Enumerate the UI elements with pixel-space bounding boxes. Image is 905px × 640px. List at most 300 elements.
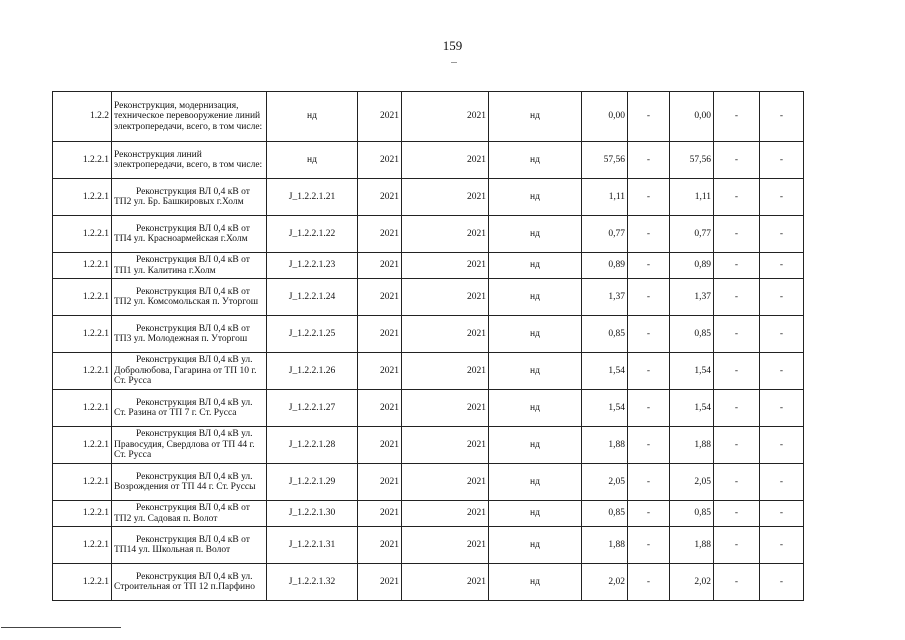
value-cell: [582, 316, 628, 353]
row-number-text: 1.2.2.1: [82, 576, 109, 587]
project-code: [267, 316, 358, 353]
investment-table: [52, 91, 804, 601]
project-code: [267, 279, 358, 316]
dash-cell-text: -: [734, 576, 739, 587]
nd-value: [489, 390, 582, 427]
project-code-text: J_1.2.2.1.23: [288, 260, 336, 271]
end-year-text: 2021: [467, 154, 486, 165]
nd-value-text: нд: [530, 291, 540, 302]
value-cell-text: 1,88: [694, 539, 711, 550]
end-year-text: 2021: [467, 508, 486, 519]
row-number: [53, 92, 112, 142]
dash-cell: [760, 253, 804, 279]
dash-cell: [760, 142, 804, 179]
value-cell-text: 57,56: [689, 154, 711, 165]
nd-value-text: нд: [530, 191, 540, 202]
project-code-text: J_1.2.2.1.30: [288, 508, 336, 519]
row-name-text: Реконструкция ВЛ 0,4 кВ ул. Ст. Разина от ТП 7 г. Ст. Русса: [114, 397, 253, 418]
dash-cell: [760, 427, 804, 464]
start-year-text: 2021: [380, 111, 399, 122]
dash-cell: [760, 527, 804, 564]
value-cell-text: 1,88: [608, 539, 625, 550]
value-cell: [582, 501, 628, 527]
end-year: [402, 353, 489, 390]
dash-cell: [628, 316, 670, 353]
start-year: [358, 216, 402, 253]
value-cell: [582, 527, 628, 564]
nd-value-text: нд: [530, 365, 540, 376]
project-code: [267, 427, 358, 464]
start-year-text: 2021: [380, 291, 399, 302]
value-cell: [670, 253, 714, 279]
start-year: [358, 464, 402, 501]
nd-value-text: нд: [530, 576, 540, 587]
value-cell: [582, 390, 628, 427]
row-number-text: 1.2.2.1: [82, 154, 109, 165]
end-year-text: 2021: [467, 291, 486, 302]
nd-value-text: нд: [530, 260, 540, 271]
table-row: [53, 427, 804, 464]
dash-cell: [714, 216, 760, 253]
value-cell: [582, 427, 628, 464]
value-cell-text: 1,11: [694, 191, 711, 202]
start-year: [358, 390, 402, 427]
project-code-text: нд: [307, 154, 317, 165]
value-cell: [670, 179, 714, 216]
row-name: [112, 464, 267, 501]
row-number: [53, 501, 112, 527]
table-row: [53, 216, 804, 253]
project-code-text: J_1.2.2.1.28: [288, 439, 336, 450]
dash-cell: [760, 390, 804, 427]
table-body: [53, 92, 804, 601]
end-year: [402, 501, 489, 527]
row-number-text: 1.2.2.1: [82, 439, 109, 450]
row-name-text: Реконструкция, модернизация, техническое перевооружение линий электропередачи, всего, в том числе:: [114, 100, 263, 132]
value-cell: [670, 353, 714, 390]
row-number-text: 1.2.2.1: [82, 365, 109, 376]
end-year-text: 2021: [467, 439, 486, 450]
start-year-text: 2021: [380, 154, 399, 165]
project-code-text: J_1.2.2.1.32: [288, 576, 336, 587]
table-row: [53, 527, 804, 564]
project-code: [267, 253, 358, 279]
row-name: [112, 279, 267, 316]
row-name: [112, 179, 267, 216]
table-row: [53, 253, 804, 279]
value-cell: [670, 142, 714, 179]
value-cell: [670, 92, 714, 142]
end-year: [402, 316, 489, 353]
row-number-text: 1.2.2: [90, 111, 109, 122]
end-year: [402, 253, 489, 279]
nd-value-text: нд: [530, 154, 540, 165]
nd-value: [489, 253, 582, 279]
dash-cell-text: -: [779, 191, 784, 202]
row-name: [112, 142, 267, 179]
row-name-text: Реконструкция ВЛ 0,4 кВ от ТП2 ул. Бр. Башкировых г.Холм: [114, 186, 250, 207]
start-year: [358, 253, 402, 279]
project-code-text: J_1.2.2.1.25: [288, 328, 336, 339]
dash-cell: [760, 179, 804, 216]
value-cell-text: 2,05: [608, 476, 625, 487]
dash-cell: [760, 353, 804, 390]
dash-cell-text: -: [734, 154, 739, 165]
dash-cell-text: -: [646, 476, 651, 487]
end-year: [402, 179, 489, 216]
nd-value: [489, 353, 582, 390]
dash-cell: [760, 464, 804, 501]
dash-cell-text: -: [646, 328, 651, 339]
end-year-text: 2021: [467, 260, 486, 271]
dash-cell-text: -: [734, 508, 739, 519]
dash-cell: [714, 92, 760, 142]
row-name-text: Реконструкция ВЛ 0,4 кВ ул. Правосудия, Свердлова от ТП 44 г. Ст. Русса: [114, 429, 255, 461]
dash-cell-text: -: [779, 111, 784, 122]
table-row: [53, 390, 804, 427]
row-number: [53, 279, 112, 316]
row-name: [112, 92, 267, 142]
dash-cell-text: -: [734, 365, 739, 376]
project-code: [267, 179, 358, 216]
value-cell: [670, 216, 714, 253]
start-year-text: 2021: [380, 439, 399, 450]
dash-cell-text: -: [734, 328, 739, 339]
value-cell-text: 1,54: [608, 365, 625, 376]
row-name-text: Реконструкция ВЛ 0,4 кВ ул. Строительная от ТП 12 п.Парфино: [114, 571, 255, 592]
dash-cell-text: -: [734, 228, 739, 239]
dash-cell: [628, 427, 670, 464]
start-year-text: 2021: [380, 539, 399, 550]
dash-cell: [714, 527, 760, 564]
dash-cell-text: -: [646, 508, 651, 519]
dash-cell-text: -: [779, 539, 784, 550]
row-name: [112, 316, 267, 353]
row-number-text: 1.2.2.1: [82, 539, 109, 550]
end-year: [402, 216, 489, 253]
row-name: [112, 564, 267, 601]
dash-cell: [628, 253, 670, 279]
project-code-text: J_1.2.2.1.29: [288, 476, 336, 487]
nd-value-text: нд: [530, 476, 540, 487]
dash-cell: [628, 142, 670, 179]
start-year: [358, 564, 402, 601]
value-cell: [670, 279, 714, 316]
row-name-text: Реконструкция ВЛ 0,4 кВ от ТП2 ул. Комсомольская п. Уторгош: [114, 286, 259, 307]
value-cell: [582, 279, 628, 316]
start-year-text: 2021: [380, 476, 399, 487]
project-code: [267, 501, 358, 527]
end-year: [402, 564, 489, 601]
start-year: [358, 527, 402, 564]
row-name: [112, 216, 267, 253]
table-row: [53, 353, 804, 390]
dash-cell-text: -: [734, 439, 739, 450]
value-cell-text: 0,77: [608, 228, 625, 239]
dash-cell: [714, 464, 760, 501]
footnote-divider: [1, 627, 121, 628]
project-code-text: J_1.2.2.1.22: [288, 228, 336, 239]
dash-cell-text: -: [734, 402, 739, 413]
value-cell-text: 2,05: [694, 476, 711, 487]
value-cell: [582, 564, 628, 601]
nd-value-text: нд: [530, 111, 540, 122]
row-number: [53, 564, 112, 601]
row-name-text: Реконструкция ВЛ 0,4 кВ от ТП1 ул. Калитина г.Холм: [114, 255, 250, 276]
row-number-text: 1.2.2.1: [82, 191, 109, 202]
value-cell-text: 1,54: [694, 365, 711, 376]
value-cell-text: 0,89: [694, 260, 711, 271]
value-cell-text: 0,85: [608, 508, 625, 519]
row-name: [112, 353, 267, 390]
end-year-text: 2021: [467, 228, 486, 239]
dash-cell-text: -: [646, 154, 651, 165]
end-year-text: 2021: [467, 539, 486, 550]
dash-cell: [628, 390, 670, 427]
dash-cell: [628, 527, 670, 564]
dash-cell-text: -: [734, 539, 739, 550]
value-cell-text: 1,54: [608, 402, 625, 413]
dash-cell: [714, 316, 760, 353]
start-year: [358, 179, 402, 216]
table-row: [53, 92, 804, 142]
nd-value: [489, 464, 582, 501]
nd-value: [489, 564, 582, 601]
row-name-text: Реконструкция ВЛ 0,4 кВ ул. Добролюбова, Гагарина от ТП 10 г. Ст. Русса: [114, 355, 257, 387]
dash-cell-text: -: [779, 365, 784, 376]
dash-cell: [714, 427, 760, 464]
row-name: [112, 527, 267, 564]
start-year-text: 2021: [380, 402, 399, 413]
end-year: [402, 142, 489, 179]
value-cell-text: 0,77: [694, 228, 711, 239]
project-code: [267, 464, 358, 501]
start-year-text: 2021: [380, 228, 399, 239]
end-year: [402, 390, 489, 427]
dash-cell: [628, 92, 670, 142]
table-row: [53, 142, 804, 179]
dash-cell-text: -: [646, 576, 651, 587]
project-code: [267, 142, 358, 179]
project-code: [267, 527, 358, 564]
dash-cell-text: -: [734, 260, 739, 271]
project-code: [267, 564, 358, 601]
page-number: 159: [442, 38, 463, 53]
project-code: [267, 216, 358, 253]
dash-cell-text: -: [646, 402, 651, 413]
dash-cell-text: -: [734, 476, 739, 487]
row-name-text: Реконструкция линий электропередачи, всего, в том числе:: [114, 149, 263, 170]
nd-value: [489, 279, 582, 316]
dash-cell: [628, 179, 670, 216]
row-name: [112, 427, 267, 464]
end-year: [402, 279, 489, 316]
row-number-text: 1.2.2.1: [82, 328, 109, 339]
row-number: [53, 253, 112, 279]
table-row: [53, 179, 804, 216]
nd-value: [489, 216, 582, 253]
dash-cell: [760, 316, 804, 353]
value-cell: [582, 353, 628, 390]
dash-cell: [628, 353, 670, 390]
dash-cell-text: -: [646, 439, 651, 450]
end-year-text: 2021: [467, 576, 486, 587]
dash-cell-text: -: [779, 402, 784, 413]
start-year: [358, 427, 402, 464]
dash-cell: [628, 501, 670, 527]
dash-cell: [714, 353, 760, 390]
dash-cell: [760, 216, 804, 253]
nd-value: [489, 179, 582, 216]
row-name: [112, 390, 267, 427]
end-year-text: 2021: [467, 402, 486, 413]
dash-cell-text: -: [779, 576, 784, 587]
value-cell-text: 2,02: [608, 576, 625, 587]
nd-value: [489, 92, 582, 142]
dash-cell-text: -: [646, 291, 651, 302]
nd-value-text: нд: [530, 402, 540, 413]
table-row: [53, 279, 804, 316]
start-year: [358, 353, 402, 390]
row-name: [112, 253, 267, 279]
value-cell-text: 1,11: [608, 191, 625, 202]
dash-cell: [714, 142, 760, 179]
dash-cell: [714, 501, 760, 527]
value-cell: [670, 427, 714, 464]
value-cell-text: 0,89: [608, 260, 625, 271]
dash-cell: [714, 253, 760, 279]
dash-cell-text: -: [646, 539, 651, 550]
row-number-text: 1.2.2.1: [82, 508, 109, 519]
row-number: [53, 427, 112, 464]
end-year-text: 2021: [467, 476, 486, 487]
value-cell: [670, 564, 714, 601]
row-name-text: Реконструкция ВЛ 0,4 кВ от ТП2 ул. Садовая п. Волот: [114, 503, 250, 524]
start-year: [358, 279, 402, 316]
dash-cell-text: -: [779, 260, 784, 271]
value-cell-text: 57,56: [603, 154, 625, 165]
value-cell: [670, 390, 714, 427]
project-code-text: J_1.2.2.1.21: [288, 191, 336, 202]
value-cell: [670, 527, 714, 564]
dash-cell: [714, 279, 760, 316]
dash-cell-text: -: [734, 111, 739, 122]
value-cell: [582, 179, 628, 216]
start-year-text: 2021: [380, 260, 399, 271]
row-number-text: 1.2.2.1: [82, 291, 109, 302]
value-cell-text: 1,37: [694, 291, 711, 302]
row-name-text: Реконструкция ВЛ 0,4 кВ от ТП14 ул. Школьная п. Волот: [114, 534, 250, 555]
project-code-text: J_1.2.2.1.31: [288, 539, 336, 550]
row-name-text: Реконструкция ВЛ 0,4 кВ от ТП3 ул. Молодежная п. Уторгош: [114, 323, 250, 344]
nd-value: [489, 427, 582, 464]
dash-cell-text: -: [779, 328, 784, 339]
nd-value-text: нд: [530, 539, 540, 550]
dash-cell: [628, 216, 670, 253]
dash-cell: [760, 92, 804, 142]
dash-cell-text: -: [646, 111, 651, 122]
value-cell-text: 1,88: [608, 439, 625, 450]
dash-cell: [714, 564, 760, 601]
start-year-text: 2021: [380, 365, 399, 376]
value-cell: [670, 316, 714, 353]
value-cell: [582, 464, 628, 501]
dash-cell: [628, 564, 670, 601]
dash-cell-text: -: [734, 291, 739, 302]
start-year-text: 2021: [380, 576, 399, 587]
dash-cell-text: -: [646, 260, 651, 271]
value-cell: [582, 92, 628, 142]
start-year-text: 2021: [380, 328, 399, 339]
row-number-text: 1.2.2.1: [82, 228, 109, 239]
value-cell-text: 0,85: [694, 328, 711, 339]
dash-cell-text: -: [779, 291, 784, 302]
page-mark: [451, 62, 457, 63]
row-number-text: 1.2.2.1: [82, 402, 109, 413]
dash-cell-text: -: [646, 191, 651, 202]
dash-cell-text: -: [646, 365, 651, 376]
dash-cell-text: -: [779, 228, 784, 239]
row-number: [53, 316, 112, 353]
row-number: [53, 464, 112, 501]
row-name-text: Реконструкция ВЛ 0,4 кВ ул. Возрождения от ТП 44 г. Ст. Руссы: [114, 471, 256, 492]
start-year: [358, 92, 402, 142]
table-row: [53, 564, 804, 601]
row-name-text: Реконструкция ВЛ 0,4 кВ от ТП4 ул. Красноармейская г.Холм: [114, 223, 250, 244]
value-cell: [670, 464, 714, 501]
nd-value: [489, 316, 582, 353]
dash-cell: [714, 179, 760, 216]
value-cell: [670, 501, 714, 527]
project-code: [267, 353, 358, 390]
nd-value: [489, 142, 582, 179]
nd-value: [489, 501, 582, 527]
value-cell-text: 2,02: [694, 576, 711, 587]
nd-value-text: нд: [530, 508, 540, 519]
nd-value-text: нд: [530, 439, 540, 450]
dash-cell: [760, 279, 804, 316]
project-code-text: нд: [307, 111, 317, 122]
end-year: [402, 92, 489, 142]
nd-value-text: нд: [530, 328, 540, 339]
row-number-text: 1.2.2.1: [82, 476, 109, 487]
dash-cell: [714, 390, 760, 427]
start-year-text: 2021: [380, 508, 399, 519]
start-year: [358, 501, 402, 527]
value-cell-text: 1,37: [608, 291, 625, 302]
dash-cell: [760, 564, 804, 601]
start-year-text: 2021: [380, 191, 399, 202]
nd-value-text: нд: [530, 228, 540, 239]
end-year-text: 2021: [467, 191, 486, 202]
project-code-text: J_1.2.2.1.24: [288, 291, 336, 302]
end-year: [402, 464, 489, 501]
table-row: [53, 464, 804, 501]
row-name: [112, 501, 267, 527]
dash-cell: [628, 279, 670, 316]
project-code: [267, 92, 358, 142]
row-number: [53, 390, 112, 427]
dash-cell: [760, 501, 804, 527]
project-code-text: J_1.2.2.1.27: [288, 402, 336, 413]
end-year-text: 2021: [467, 365, 486, 376]
row-number-text: 1.2.2.1: [82, 260, 109, 271]
value-cell-text: 0,85: [694, 508, 711, 519]
end-year: [402, 427, 489, 464]
row-number: [53, 142, 112, 179]
table-row: [53, 501, 804, 527]
value-cell-text: 1,88: [694, 439, 711, 450]
